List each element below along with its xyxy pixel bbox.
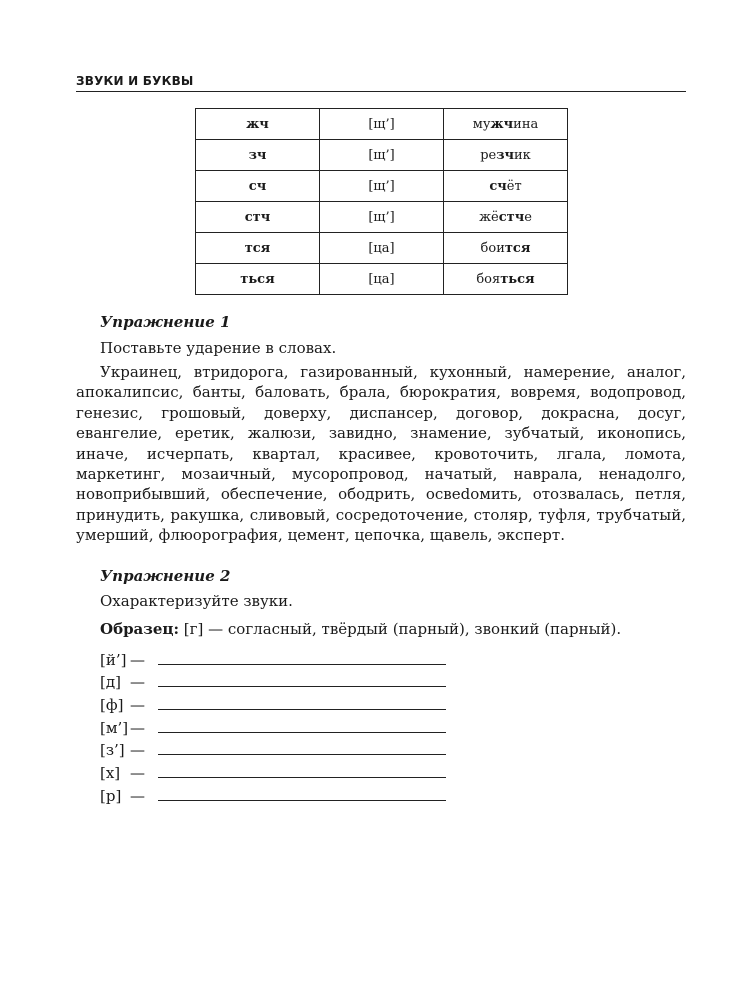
example-pre: ре bbox=[480, 147, 497, 163]
answer-line[interactable] bbox=[158, 763, 446, 778]
sound-row bbox=[100, 737, 446, 760]
sound-answer-list bbox=[100, 646, 446, 805]
answer-line[interactable] bbox=[158, 672, 446, 687]
example-post: ина bbox=[513, 116, 539, 132]
letter-combo-cell: зч bbox=[196, 140, 320, 171]
answer-line[interactable] bbox=[158, 718, 446, 733]
sample-label: Образец: bbox=[100, 620, 180, 638]
sound-row bbox=[100, 646, 446, 669]
dash: — bbox=[130, 696, 145, 715]
example-cell bbox=[444, 171, 568, 202]
letter-combo-cell: жч bbox=[196, 109, 320, 140]
sound-row bbox=[100, 759, 446, 782]
answer-line[interactable] bbox=[158, 695, 446, 710]
exercise-2-title: Упражнение 2 bbox=[100, 567, 231, 585]
table-row bbox=[196, 264, 568, 295]
example-post: ёт bbox=[506, 178, 522, 194]
sound-cell: [щ’] bbox=[320, 171, 444, 202]
answer-line[interactable] bbox=[158, 740, 446, 755]
dash: — bbox=[130, 673, 145, 692]
dash: — bbox=[130, 718, 145, 737]
example-bold: ться bbox=[500, 271, 535, 287]
dash: — bbox=[130, 764, 145, 783]
example-bold: сч bbox=[489, 178, 507, 194]
section-header: ЗВУКИ И БУКВЫ bbox=[76, 74, 686, 92]
answer-line[interactable] bbox=[158, 786, 446, 801]
sound-label: [з’] bbox=[100, 741, 125, 760]
sound-cell: [ца] bbox=[320, 233, 444, 264]
sound-row bbox=[100, 782, 446, 805]
example-pre: жё bbox=[479, 209, 499, 225]
sound-label: [ф] bbox=[100, 696, 124, 715]
letter-combo-cell: сч bbox=[196, 171, 320, 202]
dash: — bbox=[130, 650, 145, 669]
sound-row bbox=[100, 669, 446, 692]
letter-combo-cell: стч bbox=[196, 202, 320, 233]
dash: — bbox=[130, 786, 145, 805]
sound-cell: [щ’] bbox=[320, 109, 444, 140]
table-row bbox=[196, 171, 568, 202]
table-row bbox=[196, 109, 568, 140]
sound-cell: [щ’] bbox=[320, 202, 444, 233]
sound-label: [м’] bbox=[100, 718, 129, 737]
example-cell bbox=[444, 264, 568, 295]
table-row bbox=[196, 140, 568, 171]
dash: — bbox=[130, 741, 145, 760]
table-row bbox=[196, 202, 568, 233]
exercise-2-sample bbox=[100, 620, 621, 638]
sound-row bbox=[100, 714, 446, 737]
example-cell bbox=[444, 233, 568, 264]
sound-cell: [ца] bbox=[320, 264, 444, 295]
sound-label: [р] bbox=[100, 786, 122, 805]
letter-combo-cell: тся bbox=[196, 233, 320, 264]
exercise-2-instruction: Охарактеризуйте звуки. bbox=[100, 592, 293, 610]
example-bold: жч bbox=[490, 116, 514, 132]
sample-text: [г] — согласный, твёрдый (парный), звонкий (парный). bbox=[183, 620, 622, 638]
exercise-1-title: Упражнение 1 bbox=[100, 313, 231, 331]
exercise-1-instruction: Поставьте ударение в словах. bbox=[100, 339, 337, 357]
sound-label: [й’] bbox=[100, 650, 127, 669]
letter-combo-cell: ться bbox=[196, 264, 320, 295]
example-bold: тся bbox=[504, 240, 531, 256]
example-pre: бои bbox=[480, 240, 505, 256]
sound-row bbox=[100, 691, 446, 714]
letter-combination-table bbox=[195, 108, 568, 295]
answer-line[interactable] bbox=[158, 650, 446, 665]
example-bold: стч bbox=[498, 209, 525, 225]
example-post: ик bbox=[514, 147, 531, 163]
sound-label: [д] bbox=[100, 673, 121, 692]
example-bold: зч bbox=[496, 147, 515, 163]
exercise-1-word-list: Украинец, втридорога, газированный, кухонный, намерение, аналог, апокалипсис, банты, баловать, брала, бюрократия, вовремя, водопровод, генезис, грошовый, доверху, диспансер, договор, докрасна, досуг, евангелие, еретик, жалюзи, завидно, знамение, зубчатый, иконопись, иначе, исчерпать, квартал, красивее, кровоточить, лгала, ломота, маркетинг, мозаичный, мусоропровод, начатый, наврала, ненадолго, новоприбывший, обеспечение, ободрить, освedомить, отозвалась, петля, принудить, ракушка, сливовый, сосредоточение, столяр, туфля, трубчатый, умерший, флюорография, цемент, цепочка, щавель, эксперт. bbox=[76, 363, 686, 545]
example-cell bbox=[444, 202, 568, 233]
example-cell bbox=[444, 109, 568, 140]
table-row bbox=[196, 233, 568, 264]
sound-label: [х] bbox=[100, 764, 121, 783]
sound-cell: [щ’] bbox=[320, 140, 444, 171]
example-cell bbox=[444, 140, 568, 171]
example-pre: му bbox=[472, 116, 491, 132]
example-pre: боя bbox=[476, 271, 501, 287]
example-post: е bbox=[524, 209, 532, 225]
